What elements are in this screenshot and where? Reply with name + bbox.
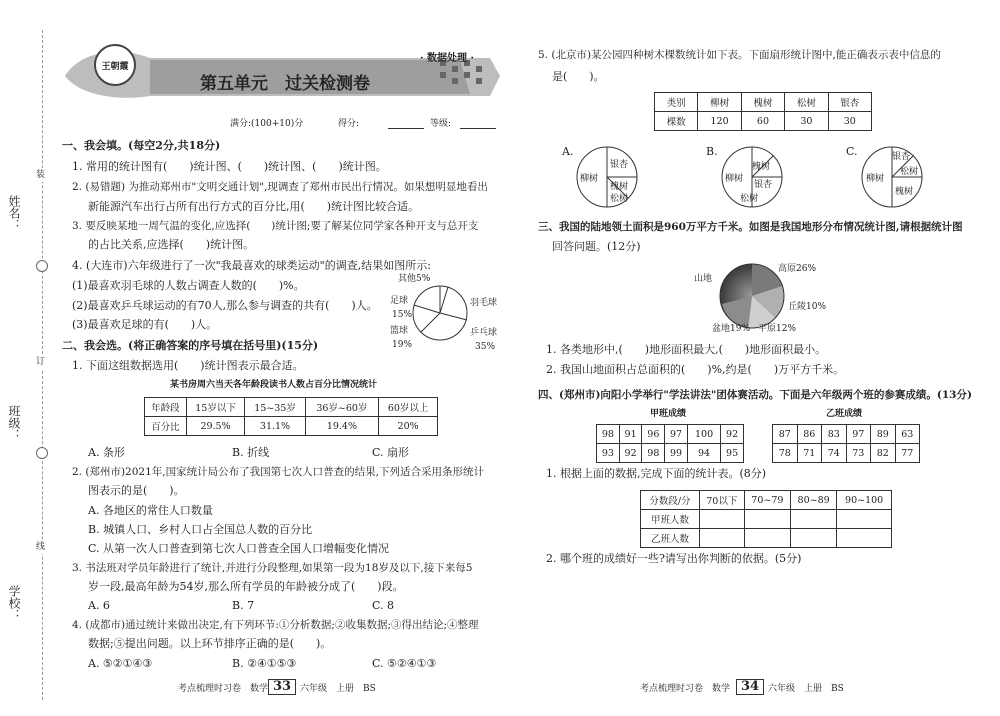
sports-pie-chart — [410, 283, 470, 343]
pie-a-label-4: 松树 — [610, 194, 629, 204]
table-input-cell[interactable] — [790, 529, 836, 548]
unit-tag: · 数据处理 · — [420, 53, 474, 64]
table-cell: 97 — [846, 425, 871, 444]
table-row — [597, 425, 744, 444]
s2-q3-opt-a: A. 6 — [88, 599, 110, 612]
s1-heading: 一、我会填。(每空2分,共18分) — [62, 139, 221, 152]
footer-left-grade: 六年级 上册 BS — [300, 684, 376, 694]
pie-basket-pct: 19% — [392, 340, 413, 350]
s1-q2-line2: 新能源汽车出行占所有出行方式的百分比,用( )统计图比较合适。 — [88, 200, 420, 213]
s3-heading-line1: 三、我国的陆地领土面积是960万平方千米。如图是我国地形分布情况统计图,请根据统计图 — [538, 221, 963, 233]
s2-q3-line1: 3. 书法班对学员年龄进行了统计,并进行分段整理,如果第一段为18岁及以下,接下来每5 — [72, 562, 473, 574]
table-cell: 94 — [687, 444, 720, 463]
brand-logo — [94, 44, 136, 86]
grade-label: 等级: — [430, 119, 452, 129]
pie-football-pct: 15% — [392, 310, 413, 320]
table-cell: 槐树 — [741, 93, 784, 112]
table-cell: 83 — [822, 425, 847, 444]
s1-q4-1: (1)最喜欢羽毛球的人数占调查人数的( )%。 — [72, 279, 305, 292]
s2-q4-opt-c: C. ⑤②④①③ — [372, 657, 437, 670]
reading-table-title: 某书房周六当天各年龄段读书人数占百分比情况统计 — [170, 380, 378, 390]
terrain-plain: 平原12% — [758, 324, 797, 334]
table-row — [597, 444, 744, 463]
s2-q2-opt-c: C. 从第一次人口普查到第七次人口普查全国人口增幅变化情况 — [88, 542, 390, 555]
s2-q2-opt-a: A. 各地区的常住人口数量 — [88, 504, 213, 517]
pie-c-label-1: 银杏 — [892, 152, 911, 162]
s2-q5-line2: 是( )。 — [552, 70, 605, 83]
s2-q3-opt-c: C. 8 — [372, 599, 395, 612]
s2-q2-line2: 图表示的是( )。 — [88, 484, 185, 497]
pie-c-label-3: 柳树 — [866, 174, 885, 184]
table-cell: 松树 — [785, 93, 828, 112]
pie-basket: 篮球 — [390, 326, 409, 336]
table-cell: 99 — [665, 444, 688, 463]
s2-q2-opt-b: B. 城镇人口、乡村人口占全国总人数的百分比 — [88, 523, 313, 536]
table-cell: 97 — [665, 425, 688, 444]
table-cell: 95 — [721, 444, 744, 463]
table-cell: 98 — [597, 425, 620, 444]
table-cell: 15~35岁 — [245, 398, 305, 417]
table-cell: 74 — [822, 444, 847, 463]
table-input-cell[interactable] — [790, 510, 836, 529]
s2-heading: 二、我会选。(将正确答案的序号填在括号里)(15分) — [62, 339, 319, 352]
s1-q4-3: (3)最喜欢足球的有( )人。 — [72, 318, 218, 331]
score-label: 得分: — [338, 119, 360, 129]
binding-name-label: 姓名： — [7, 195, 21, 231]
pie-a-label-3: 槐树 — [610, 182, 629, 192]
binding-cut-2: 订 — [36, 357, 46, 367]
pie-c-label-4: 槐树 — [895, 187, 914, 197]
footer-right-grade: 六年级 上册 BS — [768, 684, 844, 694]
table-cell: 90~100 — [837, 491, 892, 510]
table-cell: 30 — [785, 112, 828, 131]
table-input-cell[interactable] — [744, 510, 790, 529]
class-jia-scores-table — [596, 424, 744, 463]
table-input-cell[interactable] — [744, 529, 790, 548]
table-cell: 92 — [619, 444, 642, 463]
table-input-cell[interactable] — [699, 510, 744, 529]
table-cell: 31.1% — [245, 417, 305, 436]
terrain-plateau: 高原26% — [778, 264, 817, 274]
binding-school-label: 学校： — [7, 585, 21, 621]
s2-q1: 1. 下面这组数据选用( )统计图表示最合适。 — [72, 359, 304, 372]
table-row — [773, 444, 920, 463]
s4-heading: 四、(郑州市)向阳小学举行"学法讲法"团体赛活动。下面是六年级两个班的参赛成绩。(13分) — [538, 389, 972, 401]
table-cell: 98 — [642, 444, 665, 463]
pie-a-label-2: 柳树 — [580, 174, 599, 184]
table-cell: 70~79 — [744, 491, 790, 510]
table-cell: 60岁以上 — [379, 398, 438, 417]
s2-q1-opt-a: A. 条形 — [88, 446, 125, 459]
table-row — [641, 510, 892, 529]
table-cell: 36岁~60岁 — [305, 398, 379, 417]
footer-left-page: 33 — [268, 679, 296, 695]
table-cell: 80~89 — [790, 491, 836, 510]
terrain-mountain: 山地 — [694, 274, 713, 284]
pie-b-label-4: 松树 — [740, 194, 759, 204]
table-row — [641, 491, 892, 510]
table-cell: 86 — [797, 425, 822, 444]
table-cell: 71 — [797, 444, 822, 463]
binding-cut-1: 装 — [36, 170, 46, 180]
table-cell: 82 — [871, 444, 896, 463]
class-yi-scores-table — [772, 424, 920, 463]
table-cell: 100 — [687, 425, 720, 444]
s4-q1: 1. 根据上面的数据,完成下面的统计表。(8分) — [546, 467, 767, 480]
reading-age-table — [144, 397, 438, 436]
table-input-cell[interactable] — [699, 529, 744, 548]
pie-c-label-2: 松树 — [900, 167, 919, 177]
terrain-hills: 丘陵10% — [788, 302, 827, 312]
pie-badminton: 羽毛球 — [470, 298, 498, 308]
s2-q1-opt-b: B. 折线 — [232, 446, 270, 459]
table-cell: 20% — [379, 417, 438, 436]
table-cell: 百分比 — [145, 417, 187, 436]
table-cell: 30 — [828, 112, 871, 131]
table-cell: 柳树 — [698, 93, 741, 112]
table-cell: 分数段/分 — [641, 491, 700, 510]
s1-q2-line1: 2. (易错题) 为推动郑州市"文明交通计划",现调查了郑州市民出行情况。如果想明显地看出 — [72, 181, 488, 193]
pie-football: 足球 — [390, 296, 409, 306]
s1-q3-line1: 3. 要反映某地一周气温的变化,应选择( )统计图;要了解某位同学家各种开支与总开支 — [72, 220, 479, 232]
binding-class-label: 班级： — [7, 405, 21, 441]
table-cell: 96 — [642, 425, 665, 444]
s3-q2: 2. 我国山地面积占总面积的( )%,约是( )万平方千米。 — [546, 363, 845, 376]
pie-a-label-1: 银杏 — [610, 160, 629, 170]
s2-q3-opt-b: B. 7 — [232, 599, 255, 612]
table-cell: 乙班人数 — [641, 529, 700, 548]
table-row — [145, 398, 438, 417]
footer-left-text: 考点梳理时习卷 数学 — [178, 684, 269, 694]
table-cell: 92 — [721, 425, 744, 444]
s2-q4-opt-b: B. ②④①⑤③ — [232, 657, 297, 670]
s3-q1: 1. 各类地形中,( )地形面积最大,( )地形面积最小。 — [546, 343, 827, 356]
s4-q2: 2. 哪个班的成绩好一些?请写出你判断的依据。(5分) — [546, 552, 802, 565]
s2-q4-opt-a: A. ⑤②①④③ — [88, 657, 153, 670]
s2-q5-opt-c: C. — [846, 145, 858, 158]
s1-q4: 4. (大连市)六年级进行了一次"我最喜欢的球类运动"的调查,结果如图所示: — [72, 259, 431, 272]
footer-right-text: 考点梳理时习卷 数学 — [640, 684, 731, 694]
s2-q5-opt-a: A. — [562, 145, 574, 158]
s2-q5-line1: 5. (北京市)某公园四种树木棵数统计如下表。下面扇形统计图中,能正确表示表中信息的 — [538, 49, 941, 61]
table-cell: 93 — [597, 444, 620, 463]
s2-q5-opt-b: B. — [706, 145, 718, 158]
full-score: 满分:(100+10)分 — [230, 119, 304, 129]
pie-other: 其他5% — [398, 274, 431, 284]
table-cell: 银杏 — [828, 93, 871, 112]
terrain-pie-chart — [718, 262, 786, 330]
table-cell: 91 — [619, 425, 642, 444]
table-cell: 120 — [698, 112, 741, 131]
s2-q1-opt-c: C. 扇形 — [372, 446, 410, 459]
table-cell: 29.5% — [186, 417, 245, 436]
table-cell: 73 — [846, 444, 871, 463]
score-blank — [388, 128, 424, 129]
table-row — [655, 93, 872, 112]
s3-heading-line2: 回答问题。(12分) — [552, 240, 641, 253]
table-cell: 70以下 — [699, 491, 744, 510]
terrain-basin: 盆地19% — [712, 324, 751, 334]
table-cell: 77 — [895, 444, 920, 463]
brand-logo-text: 王朝霞 — [101, 61, 129, 72]
page-title: 第五单元 过关检测卷 — [200, 74, 370, 94]
table-cell: 63 — [895, 425, 920, 444]
pie-b-label-3: 银杏 — [754, 180, 773, 190]
table-cell: 19.4% — [305, 417, 379, 436]
pie-b-label-2: 柳树 — [725, 174, 744, 184]
table-row — [773, 425, 920, 444]
table-cell: 78 — [773, 444, 798, 463]
s2-q3-line2: 岁一段,最高年龄为54岁,那么所有学员的年龄被分成了( )段。 — [88, 580, 404, 593]
table-cell: 60 — [741, 112, 784, 131]
s1-q3-line2: 的占比关系,应选择( )统计图。 — [88, 238, 255, 251]
s2-q4-line2: 数据;⑤提出问题。以上环节排序正确的是( )。 — [88, 637, 332, 650]
table-input-cell[interactable] — [837, 529, 892, 548]
s1-q1: 1. 常用的统计图有( )统计图、( )统计图、( )统计图。 — [72, 160, 387, 173]
table-cell: 89 — [871, 425, 896, 444]
table-cell: 甲班人数 — [641, 510, 700, 529]
table-row — [655, 112, 872, 131]
binding-cut-3: 线 — [36, 542, 46, 552]
s2-q2-line1: 2. (郑州市)2021年,国家统计局公布了我国第七次人口普查的结果,下列适合采用条形统计 — [72, 466, 484, 478]
footer-right-page: 34 — [736, 679, 764, 695]
binding-hole-1 — [36, 260, 48, 272]
pie-b-label-1: 槐树 — [752, 162, 771, 172]
pie-pingpong-pct: 35% — [475, 342, 496, 352]
s2-q4-line1: 4. (成都市)通过统计来做出决定,有下列环节:①分析数据;②收集数据;③得出结论;④整理 — [72, 619, 479, 631]
score-band-stat-table — [640, 490, 892, 548]
table-cell: 类别 — [655, 93, 698, 112]
table-cell: 棵数 — [655, 112, 698, 131]
table-input-cell[interactable] — [837, 510, 892, 529]
class-yi-title: 乙班成绩 — [826, 409, 863, 419]
table-cell: 年龄段 — [145, 398, 187, 417]
grade-blank — [460, 128, 496, 129]
table-cell: 15岁以下 — [186, 398, 245, 417]
pie-pingpong: 乒乓球 — [470, 328, 498, 338]
table-row — [145, 417, 438, 436]
class-jia-title: 甲班成绩 — [650, 409, 687, 419]
table-cell: 87 — [773, 425, 798, 444]
binding-hole-2 — [36, 447, 48, 459]
table-row — [641, 529, 892, 548]
s1-q4-2: (2)最喜欢乒乓球运动的有70人,那么参与调查的共有( )人。 — [72, 299, 378, 312]
tree-count-table — [654, 92, 872, 131]
